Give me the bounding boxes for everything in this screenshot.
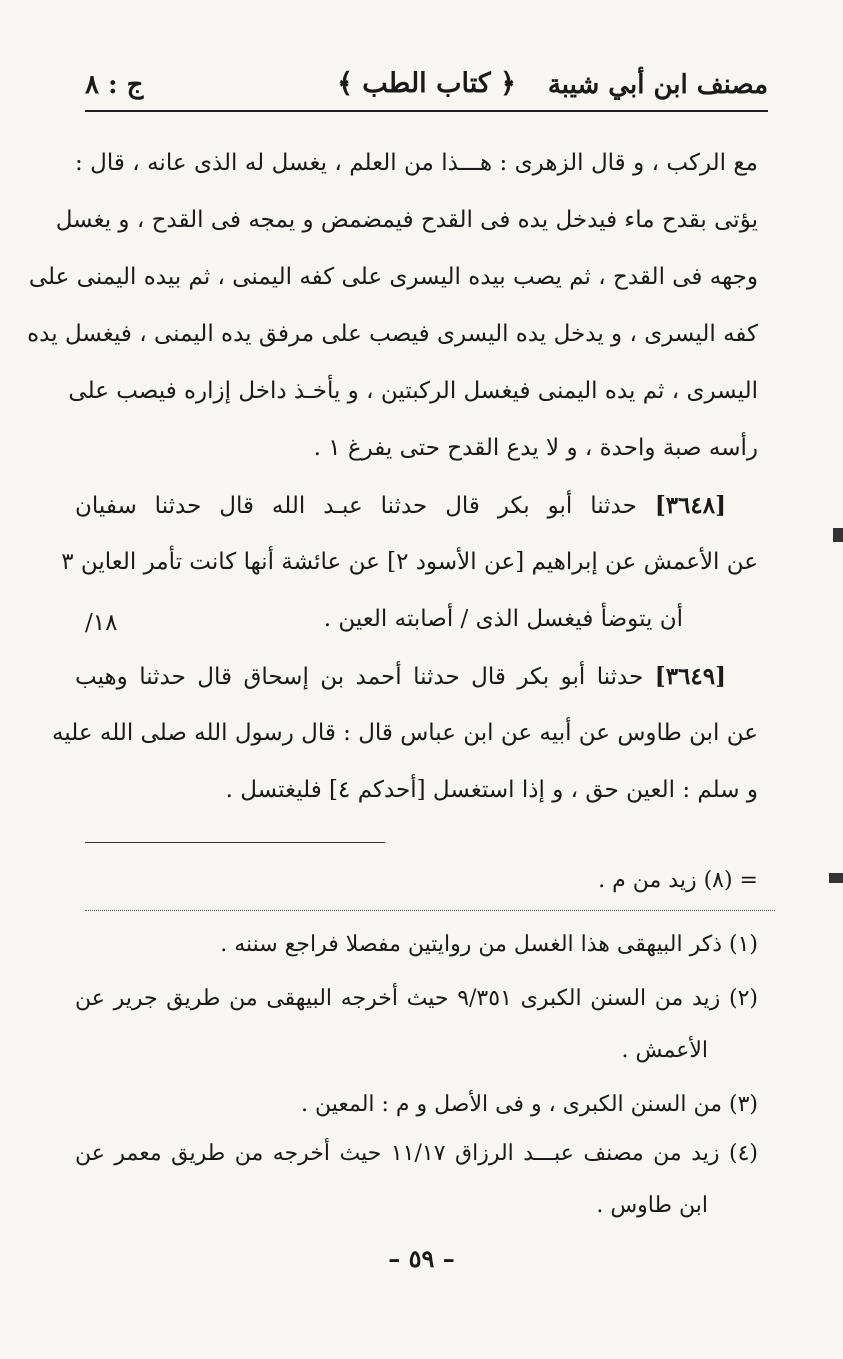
- body-line-4: كفه اليسرى ، و يدخل يده اليسرى فيصب على مرفق يده اليمنى ، فيغسل يده: [27, 321, 758, 347]
- page-header: [85, 66, 768, 112]
- hadith-text: حدثنا أبو بكر قال حدثنا عبـد الله قال حدثنا سفيان: [75, 493, 637, 519]
- chapter-title: ﴿ كتاب الطب ﴾: [337, 68, 516, 99]
- book-title: مصنف ابن أبي شيبة: [547, 70, 768, 100]
- footnote-separator: [85, 842, 385, 843]
- volume-number: ج : ٨: [85, 70, 144, 100]
- scan-edge-mark: [829, 873, 843, 883]
- hadith-number: [٣٦٤٨]: [654, 492, 727, 519]
- hadith-3649-line-3: و سلم : العين حق ، و إذا استغسل [أحدكم ٤] فليغتسل .: [225, 777, 758, 803]
- footnote-divider: [85, 910, 775, 911]
- footnote-1: (١) ذكر البيهقى هذا الغسل من روايتين مفصلا فراجع سننه .: [220, 932, 758, 957]
- body-line-3: وجهه فى القدح ، ثم يصب بيده اليسرى على كفه اليمنى ، ثم بيده اليمنى على: [28, 264, 758, 290]
- body-line-5: اليسرى ، ثم يده اليمنى فيغسل الركبتين ، و يأخـذ داخل إزاره فيصب على: [68, 378, 758, 404]
- body-line-2: يؤتى بقدح ماء فيدخل يده فى القدح فيمضمض و يمجه فى القدح ، و يغسل: [55, 207, 758, 233]
- hadith-3648-line-3: [158, 606, 758, 632]
- hadith-text: حدثنا أبو بكر قال حدثنا أحمد بن إسحاق قال حدثنا وهيب: [75, 664, 644, 690]
- footnote-4: (٤) زيد من مصنف عبـــد الرزاق ١١/١٧ حيث أخرجه من طريق معمر عن: [75, 1141, 758, 1166]
- footnote-2-continued: الأعمش .: [621, 1038, 708, 1063]
- hadith-number: [٣٦٤٩]: [654, 663, 726, 690]
- body-line-1: مع الركب ، و قال الزهرى : هـــذا من العلم ، يغسل له الذى عانه ، قال :: [75, 150, 758, 176]
- hadith-3649-line-2: عن ابن طاوس عن أبيه عن ابن عباس قال : قال رسول الله صلى الله عليه: [51, 720, 758, 746]
- body-line-6: رأسه صبة واحدة ، و لا يدع القدح حتى يفرغ ١ .: [313, 435, 758, 461]
- hadith-text: أن يتوضأ فيغسل الذى / أصابته العين .: [323, 606, 683, 632]
- manuscript-folio-marker: ١٨/: [85, 610, 118, 636]
- page-number: – ٥٩ –: [388, 1244, 455, 1273]
- footnote-carryover: = (٨) زيد من م .: [598, 868, 758, 893]
- hadith-3648-line-1: [75, 492, 758, 519]
- scan-edge-mark: [833, 528, 843, 542]
- footnote-3: (٣) من السنن الكبرى ، و فى الأصل و م : المعين .: [300, 1092, 758, 1117]
- hadith-3648-line-2: عن الأعمش عن إبراهيم [عن الأسود ٢] عن عائشة أنها كانت تأمر العاين ٣: [61, 549, 758, 575]
- footnote-2: (٢) زيد من السنن الكبرى ٩/٣٥١ حيث أخرجه البيهقى من طريق جرير عن: [75, 986, 758, 1011]
- footnote-4-continued: ابن طاوس .: [596, 1193, 708, 1218]
- hadith-3649-line-1: [75, 663, 758, 690]
